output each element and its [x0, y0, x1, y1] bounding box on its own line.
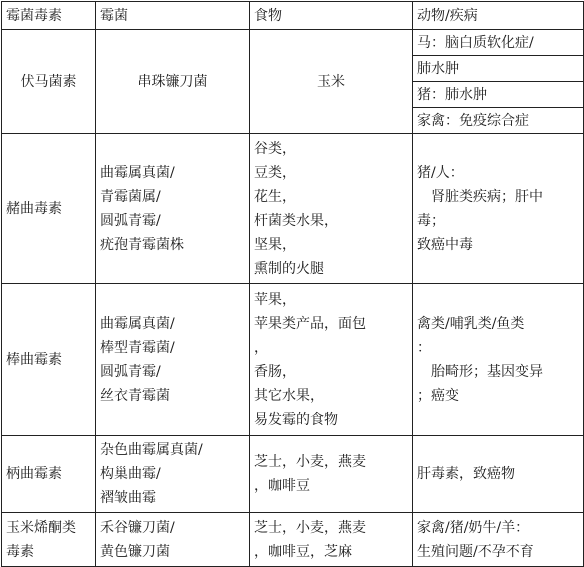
toxin-name: 毒素: [6, 543, 34, 560]
table-row: [2, 284, 584, 436]
food-line: 熏制的火腿: [254, 260, 324, 277]
fungi-line: 丝衣青霉菌: [100, 387, 170, 404]
food-line: 芝士，小麦，燕麦: [254, 454, 366, 470]
fungi-line: 杂色曲霉属真菌/: [100, 442, 203, 458]
animal-cell: [413, 513, 584, 567]
table-row: [2, 436, 584, 513]
fungi-line: 串珠镰刀菌: [137, 73, 208, 90]
mycotoxin-table: [1, 1, 584, 567]
toxin-name: 玉米烯酮类: [6, 519, 76, 536]
fungi-line: 构巢曲霉/: [100, 466, 161, 482]
food-cell: [250, 436, 413, 513]
food-cell: [250, 30, 413, 134]
fungi-cell: [96, 134, 250, 284]
food-line: 杆菌类水果，: [254, 212, 338, 229]
fungi-line: 圆弧青霉/: [100, 212, 161, 229]
fungi-cell: [96, 30, 250, 134]
header-fungi: 霉菌: [96, 2, 250, 30]
food-line: 豆类，: [254, 164, 296, 181]
fungi-line: 青霉菌属/: [100, 188, 161, 205]
table-row: [2, 134, 584, 284]
food-line: 玉米: [317, 73, 345, 90]
table-row: [2, 30, 584, 56]
food-line: 易发霉的食物: [254, 411, 338, 428]
food-line: ，: [254, 339, 268, 356]
toxin-name: 伏马菌素: [20, 73, 77, 90]
table-row: [2, 513, 584, 567]
toxin-cell: [2, 513, 96, 567]
animal-line: 致癌中毒: [417, 236, 473, 253]
food-line: 芝士，小麦，燕麦: [254, 519, 366, 536]
animal-line: 毒；: [417, 212, 445, 229]
animal-line: 禽类/哺乳类/鱼类: [417, 315, 525, 332]
food-cell: [250, 284, 413, 436]
header-animal-disease: 动物/疾病: [413, 2, 584, 30]
fungi-line: 曲霉属真菌/: [100, 315, 175, 332]
animal-cell: [413, 284, 584, 436]
fungi-line: 禾谷镰刀菌/: [100, 519, 175, 536]
food-line: 坚果，: [254, 236, 296, 253]
animal-cell: 马：脑白质软化症/: [413, 30, 584, 56]
fungi-cell: [96, 436, 250, 513]
fungi-line: 棒型青霉菌/: [100, 339, 175, 356]
animal-line: 胎畸形；基因变异: [417, 363, 543, 380]
fungi-line: 黄色镰刀菌: [100, 543, 170, 560]
animal-line: ；癌变: [417, 387, 459, 404]
animal-line: 肝毒素，致癌物: [417, 466, 515, 482]
animal-cell: 家禽：免疫综合症: [413, 108, 584, 134]
food-cell: [250, 513, 413, 567]
food-line: 其它水果，: [254, 387, 324, 404]
toxin-name: 柄曲霉素: [6, 466, 62, 482]
animal-line: ：: [417, 339, 431, 356]
animal-cell: 猪：肺水肿: [413, 82, 584, 108]
toxin-cell: [2, 284, 96, 436]
fungi-line: 圆弧青霉/: [100, 363, 161, 380]
food-line: 谷类，: [254, 140, 296, 157]
food-cell: [250, 134, 413, 284]
toxin-name: 棒曲霉素: [6, 351, 62, 368]
fungi-line: 曲霉属真菌/: [100, 164, 175, 181]
food-line: 苹果，: [254, 291, 296, 308]
animal-line: 家禽/猪/奶牛/羊：: [417, 519, 530, 536]
header-toxin: 霉菌毒素: [2, 2, 96, 30]
animal-cell: [413, 436, 584, 513]
food-line: ，咖啡豆，芝麻: [254, 543, 352, 560]
animal-cell: [413, 134, 584, 284]
animal-cell: 肺水肿: [413, 56, 584, 82]
toxin-cell: [2, 436, 96, 513]
fungi-cell: [96, 284, 250, 436]
food-line: 苹果类产品，面包: [254, 315, 366, 332]
toxin-cell: [2, 134, 96, 284]
animal-line: 肾脏类疾病；肝中: [417, 188, 543, 205]
header-food: 食物: [250, 2, 413, 30]
animal-line: 生殖问题/不孕不育: [417, 543, 534, 560]
toxin-cell: [2, 30, 96, 134]
fungi-line: 褶皱曲霉: [100, 490, 156, 506]
food-line: 花生，: [254, 188, 296, 205]
header-row: [2, 2, 584, 30]
food-line: 香肠，: [254, 363, 296, 380]
fungi-line: 疣孢青霉菌株: [100, 236, 184, 253]
food-line: ，咖啡豆: [254, 478, 310, 494]
fungi-cell: [96, 513, 250, 567]
toxin-name: 赭曲毒素: [6, 200, 62, 217]
animal-line: 猪/人：: [417, 164, 464, 181]
